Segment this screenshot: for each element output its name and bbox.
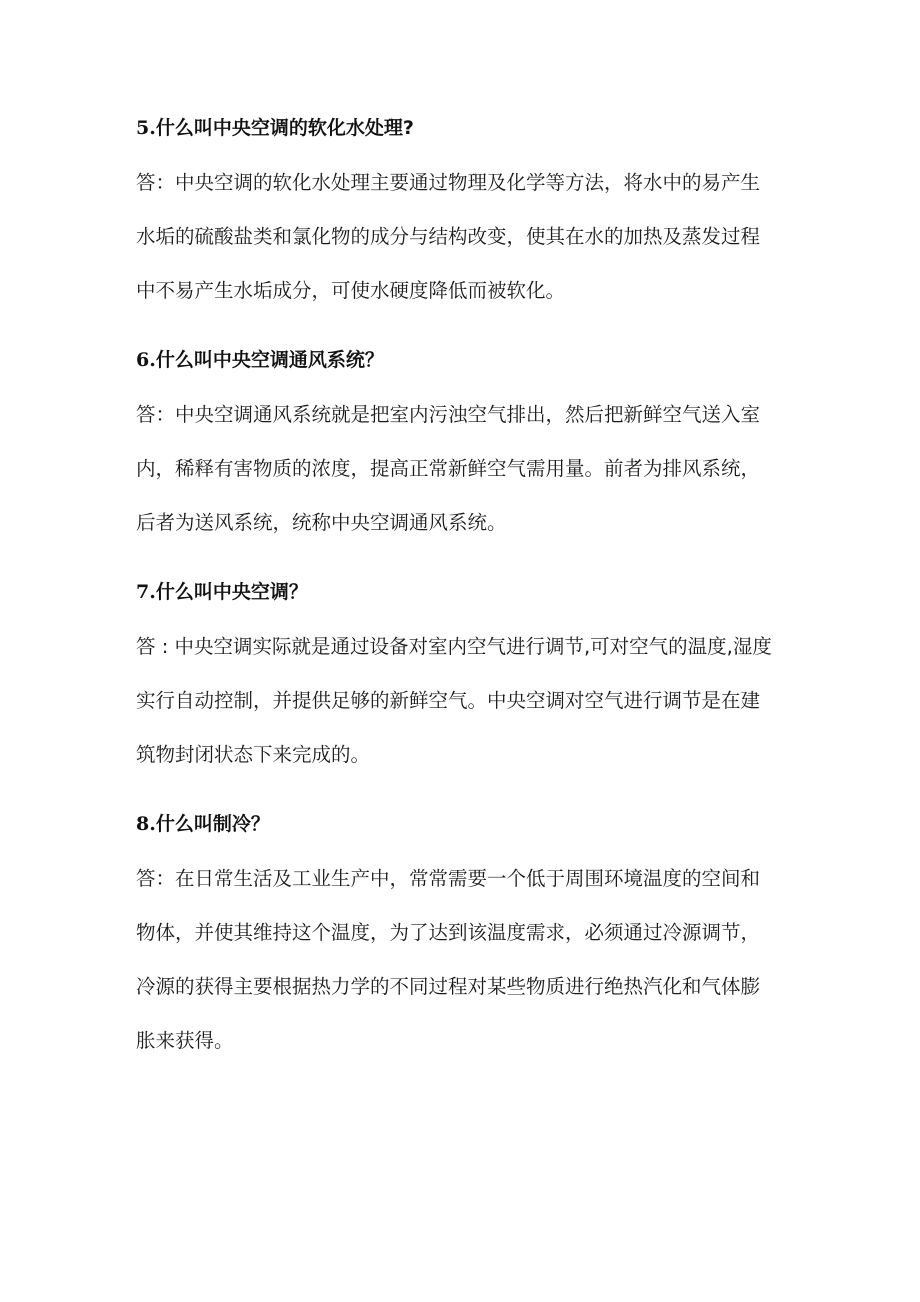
question-text: 什么叫中央空调通风系统？ (155, 349, 384, 371)
answer-line: 冷源的获得主要根据热力学的不同过程对某些物质进行绝热汽化和气体膨 (136, 975, 761, 998)
answer-line: 答：在日常生活及工业生产中，常常需要一个低于周围环境温度的空间和 (136, 867, 761, 890)
answer-line: 实行自动控制，并提供足够的新鲜空气。中央空调对空气进行调节是在建 (136, 689, 761, 712)
qa-item-5 (136, 112, 792, 318)
answer-line: 后者为送风系统，统称中央空调通风系统。 (136, 511, 507, 534)
answer-line: 答：中央空调的软化水处理主要通过物理及化学等方法，将水中的易产生 (136, 171, 761, 194)
question-number: 7. (136, 581, 156, 603)
question-number: 8. (136, 813, 156, 835)
question-heading (136, 576, 792, 608)
answer-line: 胀来获得。 (136, 1029, 234, 1052)
question-number: 5. (136, 117, 156, 139)
answer-paragraph (136, 156, 792, 318)
answer-line: 水垢的硫酸盐类和氯化物的成分与结构改变，使其在水的加热及蒸发过程 (136, 225, 761, 248)
question-text: 什么叫中央空调的软化水处理? (155, 117, 414, 139)
question-text: 什么叫中央空调？ (155, 581, 308, 603)
answer-paragraph (136, 852, 792, 1068)
question-heading (136, 808, 792, 840)
document-content (136, 112, 792, 1094)
answer-line: 内，稀释有害物质的浓度，提高正常新鲜空气需用量。前者为排风系统， (136, 457, 761, 480)
question-heading (136, 344, 792, 376)
question-number: 6. (136, 349, 156, 371)
answer-line: 中不易产生水垢成分，可使水硬度降低而被软化。 (136, 279, 566, 302)
qa-item-6 (136, 344, 792, 550)
answer-line: 答：中央空调通风系统就是把室内污浊空气排出，然后把新鲜空气送入室 (136, 403, 761, 426)
question-heading (136, 112, 792, 144)
answer-line: 答 : 中央空调实际就是通过设备对室内空气进行调节,可对空气的温度,湿度 (136, 635, 772, 658)
qa-item-7 (136, 576, 792, 782)
answer-line: 筑物封闭状态下来完成的。 (136, 743, 371, 766)
answer-paragraph (136, 620, 792, 782)
question-text: 什么叫制冷？ (155, 813, 270, 835)
qa-item-8 (136, 808, 792, 1068)
answer-line: 物体，并使其维持这个温度，为了达到该温度需求，必须通过冷源调节， (136, 921, 761, 944)
answer-paragraph (136, 388, 792, 550)
